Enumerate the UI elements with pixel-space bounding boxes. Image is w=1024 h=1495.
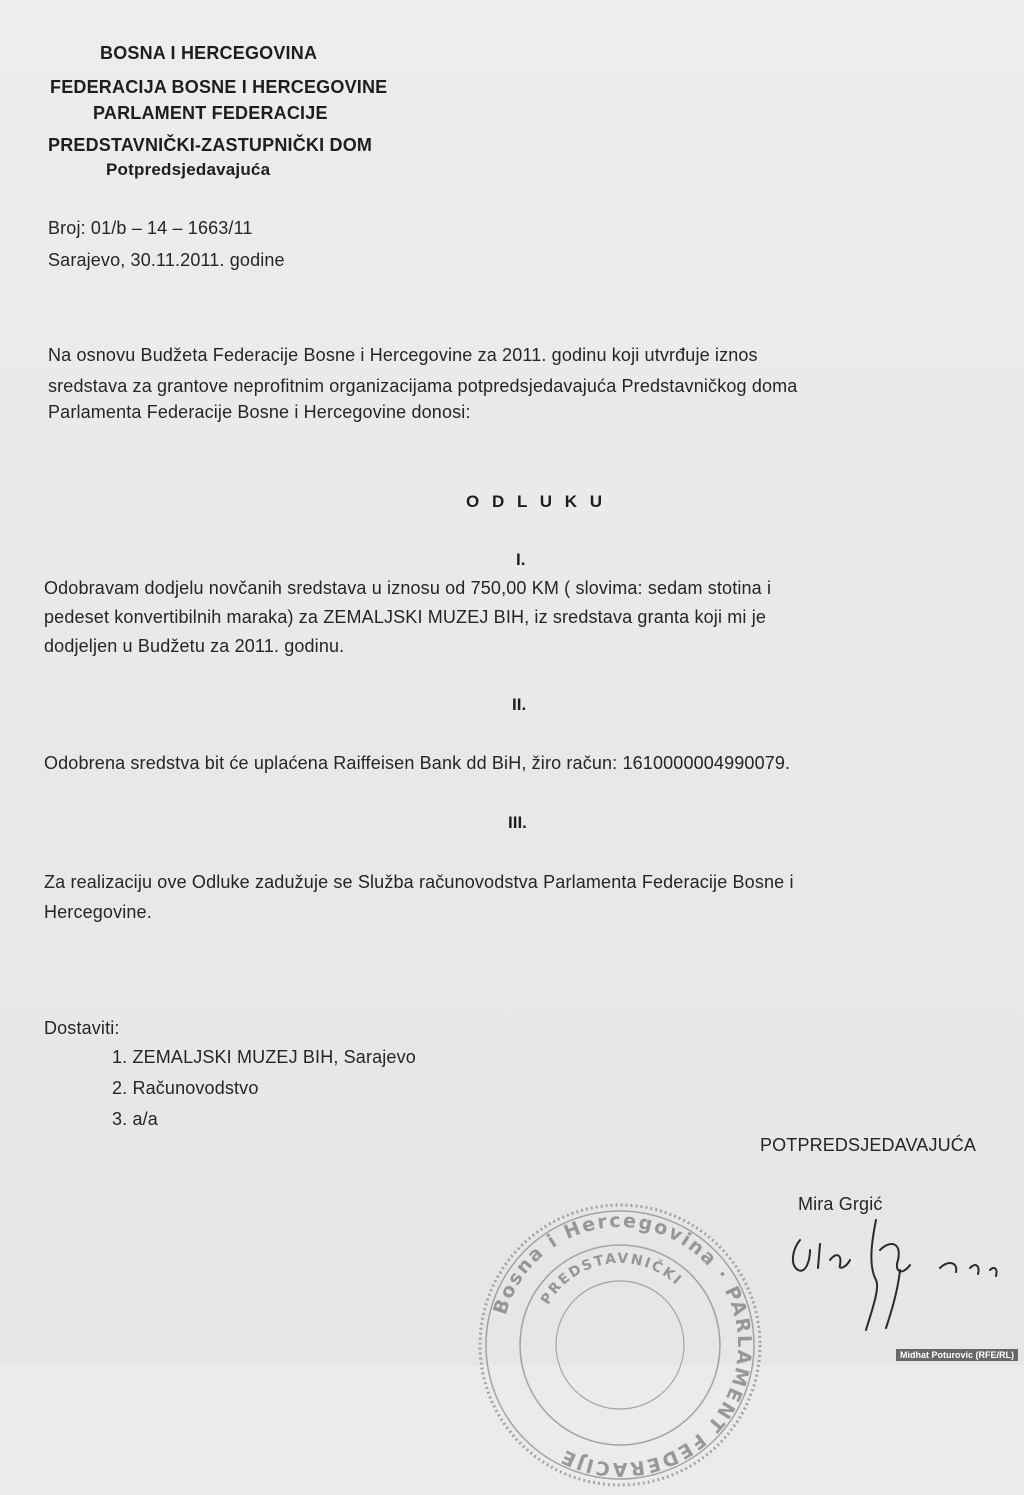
svg-text:Bosna i Hercegovina · PARLAMEN: Bosna i Hercegovina · PARLAMENT FEDERACIJE bbox=[489, 1209, 756, 1481]
signatory-name: Mira Grgić bbox=[798, 1194, 883, 1214]
section-3-line-2: Hercegovine. bbox=[44, 902, 152, 922]
intro-line-1: Na osnovu Budžeta Federacije Bosne i Hercegovine za 2011. godinu koji utvrđuje iznos bbox=[48, 345, 758, 365]
distribution-item: 2. Računovodstvo bbox=[112, 1078, 259, 1098]
official-stamp bbox=[470, 1195, 770, 1495]
signature-title: POTPREDSJEDAVAJUĆA bbox=[760, 1135, 977, 1155]
handwritten-signature bbox=[780, 1210, 1020, 1350]
section-1-line-1: Odobravam dodjelu novčanih sredstava u iznosu od 750,00 KM ( slovima: sedam stotina i bbox=[44, 578, 772, 598]
distribution-item: 3. a/a bbox=[112, 1109, 158, 1129]
intro-line-2: sredstava za grantove neprofitnim organizacijama potpredsjedavajuća Predstavničkog doma bbox=[48, 376, 798, 396]
section-3-line-1: Za realizaciju ove Odluke zadužuje se Služba računovodstva Parlamenta Federacije Bosne i bbox=[44, 872, 794, 892]
section-1-line-3: dodjeljen u Budžetu za 2011. godinu. bbox=[44, 636, 345, 656]
distribution-label: Dostaviti: bbox=[44, 1018, 120, 1038]
section-2-heading: II. bbox=[512, 695, 527, 714]
decision-title: O D L U K U bbox=[466, 492, 607, 511]
reference-date: Sarajevo, 30.11.2011. godine bbox=[48, 250, 285, 270]
photo-credit: Midhat Poturovic (RFE/RL) bbox=[896, 1349, 1018, 1361]
intro-line-3: Parlamenta Federacije Bosne i Hercegovine donosi: bbox=[48, 402, 471, 422]
header-parliament: PARLAMENT FEDERACIJE bbox=[93, 103, 328, 123]
header-country: BOSNA I HERCEGOVINA bbox=[100, 43, 318, 63]
header-entity: FEDERACIJA BOSNE I HERCEGOVINE bbox=[50, 77, 388, 97]
header-house: PREDSTAVNIČKI-ZASTUPNIČKI DOM bbox=[48, 135, 373, 155]
section-3-heading: III. bbox=[508, 813, 527, 832]
reference-number: Broj: 01/b – 14 – 1663/11 bbox=[48, 218, 253, 238]
section-2-line-1: Odobrena sredstva bit će uplaćena Raiffeisen Bank dd BiH, žiro račun: 1610000004990079. bbox=[44, 753, 791, 773]
svg-text:PREDSTAVNIČKI: PREDSTAVNIČKI bbox=[537, 1250, 686, 1308]
distribution-item: 1. ZEMALJSKI MUZEJ BIH, Sarajevo bbox=[112, 1047, 416, 1067]
section-1-heading: I. bbox=[516, 550, 526, 569]
section-1-line-2: pedeset konvertibilnih maraka) za ZEMALJSKI MUZEJ BIH, iz sredstava granta koji mi je bbox=[44, 607, 767, 627]
header-office: Potpredsjedavajuća bbox=[106, 160, 271, 179]
